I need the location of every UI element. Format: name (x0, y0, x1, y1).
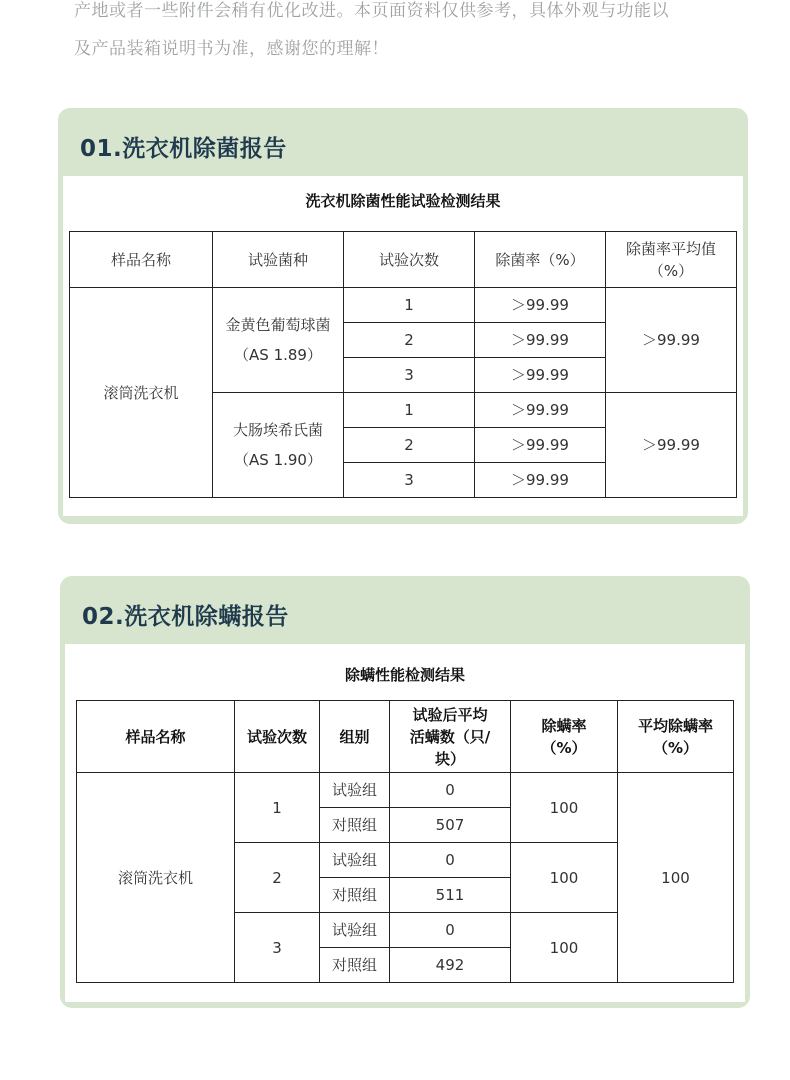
average-cell: 100 (618, 773, 734, 983)
section-title: 01.洗衣机除菌报告 (80, 136, 287, 162)
trial-cell: 3 (235, 913, 320, 983)
count-cell: 0 (390, 913, 511, 948)
section-title: 02.洗衣机除螨报告 (82, 604, 289, 630)
header-mite-rate-label: 除螨率（%） (541, 716, 587, 757)
header-trial-count: 试验次数 (235, 701, 320, 773)
sterilization-report-card (58, 108, 748, 524)
trial-cell: 2 (235, 843, 320, 913)
report-panel (65, 644, 745, 1002)
count-cell: 511 (390, 878, 511, 913)
rate-cell: ＞99.99 (475, 393, 606, 428)
header-sample-name: 样品名称 (70, 232, 213, 288)
mite-removal-report-card (60, 576, 750, 1008)
header-trial-count: 试验次数 (344, 232, 475, 288)
strain-name: 金黄色葡萄球菌 (225, 316, 331, 334)
rate-cell: ＞99.99 (475, 463, 606, 498)
header-average-rate-label: 除菌率平均值（%） (625, 239, 716, 280)
count-cell: 0 (390, 843, 511, 878)
group-cell: 对照组 (320, 808, 390, 843)
group-cell: 试验组 (320, 843, 390, 878)
trial-cell: 2 (344, 323, 475, 358)
strain-cell (213, 288, 344, 393)
header-rate: 除菌率（%） (475, 232, 606, 288)
sample-name-cell: 滚筒洗衣机 (70, 288, 213, 498)
disclaimer-line: 产地或者一些附件会稍有优化改进。本页面资料仅供参考，具体外观与功能以 (74, 1, 669, 21)
rate-cell: 100 (511, 913, 618, 983)
disclaimer-text (74, 0, 734, 68)
strain-code: （AS 1.90） (234, 451, 322, 469)
rate-cell: ＞99.99 (475, 288, 606, 323)
disclaimer-line: 及产品装箱说明书为准，感谢您的理解！ (74, 39, 389, 59)
group-cell: 对照组 (320, 878, 390, 913)
header-average-mite-rate-label: 平均除螨率（%） (637, 716, 713, 757)
trial-cell: 1 (344, 393, 475, 428)
group-cell: 试验组 (320, 913, 390, 948)
trial-cell: 1 (344, 288, 475, 323)
trial-cell: 2 (344, 428, 475, 463)
header-average-rate (606, 232, 737, 288)
header-average-mite-rate (618, 701, 734, 773)
trial-cell: 3 (344, 463, 475, 498)
count-cell: 507 (390, 808, 511, 843)
group-cell: 对照组 (320, 948, 390, 983)
header-sample-name: 样品名称 (77, 701, 235, 773)
header-mite-rate (511, 701, 618, 773)
header-live-mites (390, 701, 511, 773)
rate-cell: ＞99.99 (475, 323, 606, 358)
report-panel (63, 176, 743, 516)
group-cell: 试验组 (320, 773, 390, 808)
average-cell: ＞99.99 (606, 288, 737, 393)
count-cell: 492 (390, 948, 511, 983)
sterilization-results-table (69, 231, 737, 498)
rate-cell: 100 (511, 843, 618, 913)
header-strain: 试验菌种 (213, 232, 344, 288)
strain-code: （AS 1.89） (234, 346, 322, 364)
count-cell: 0 (390, 773, 511, 808)
strain-cell (213, 393, 344, 498)
mite-results-table (76, 700, 734, 983)
table-caption: 除螨性能检测结果 (344, 666, 465, 684)
header-live-mites-label: 试验后平均活螨数（只/块） (409, 705, 491, 768)
rate-cell: 100 (511, 773, 618, 843)
rate-cell: ＞99.99 (475, 358, 606, 393)
average-cell: ＞99.99 (606, 393, 737, 498)
table-caption: 洗衣机除菌性能试验检测结果 (305, 192, 501, 210)
trial-cell: 1 (235, 773, 320, 843)
rate-cell: ＞99.99 (475, 428, 606, 463)
strain-name: 大肠埃希氏菌 (232, 421, 323, 439)
header-group: 组别 (320, 701, 390, 773)
sample-name-cell: 滚筒洗衣机 (77, 773, 235, 983)
trial-cell: 3 (344, 358, 475, 393)
